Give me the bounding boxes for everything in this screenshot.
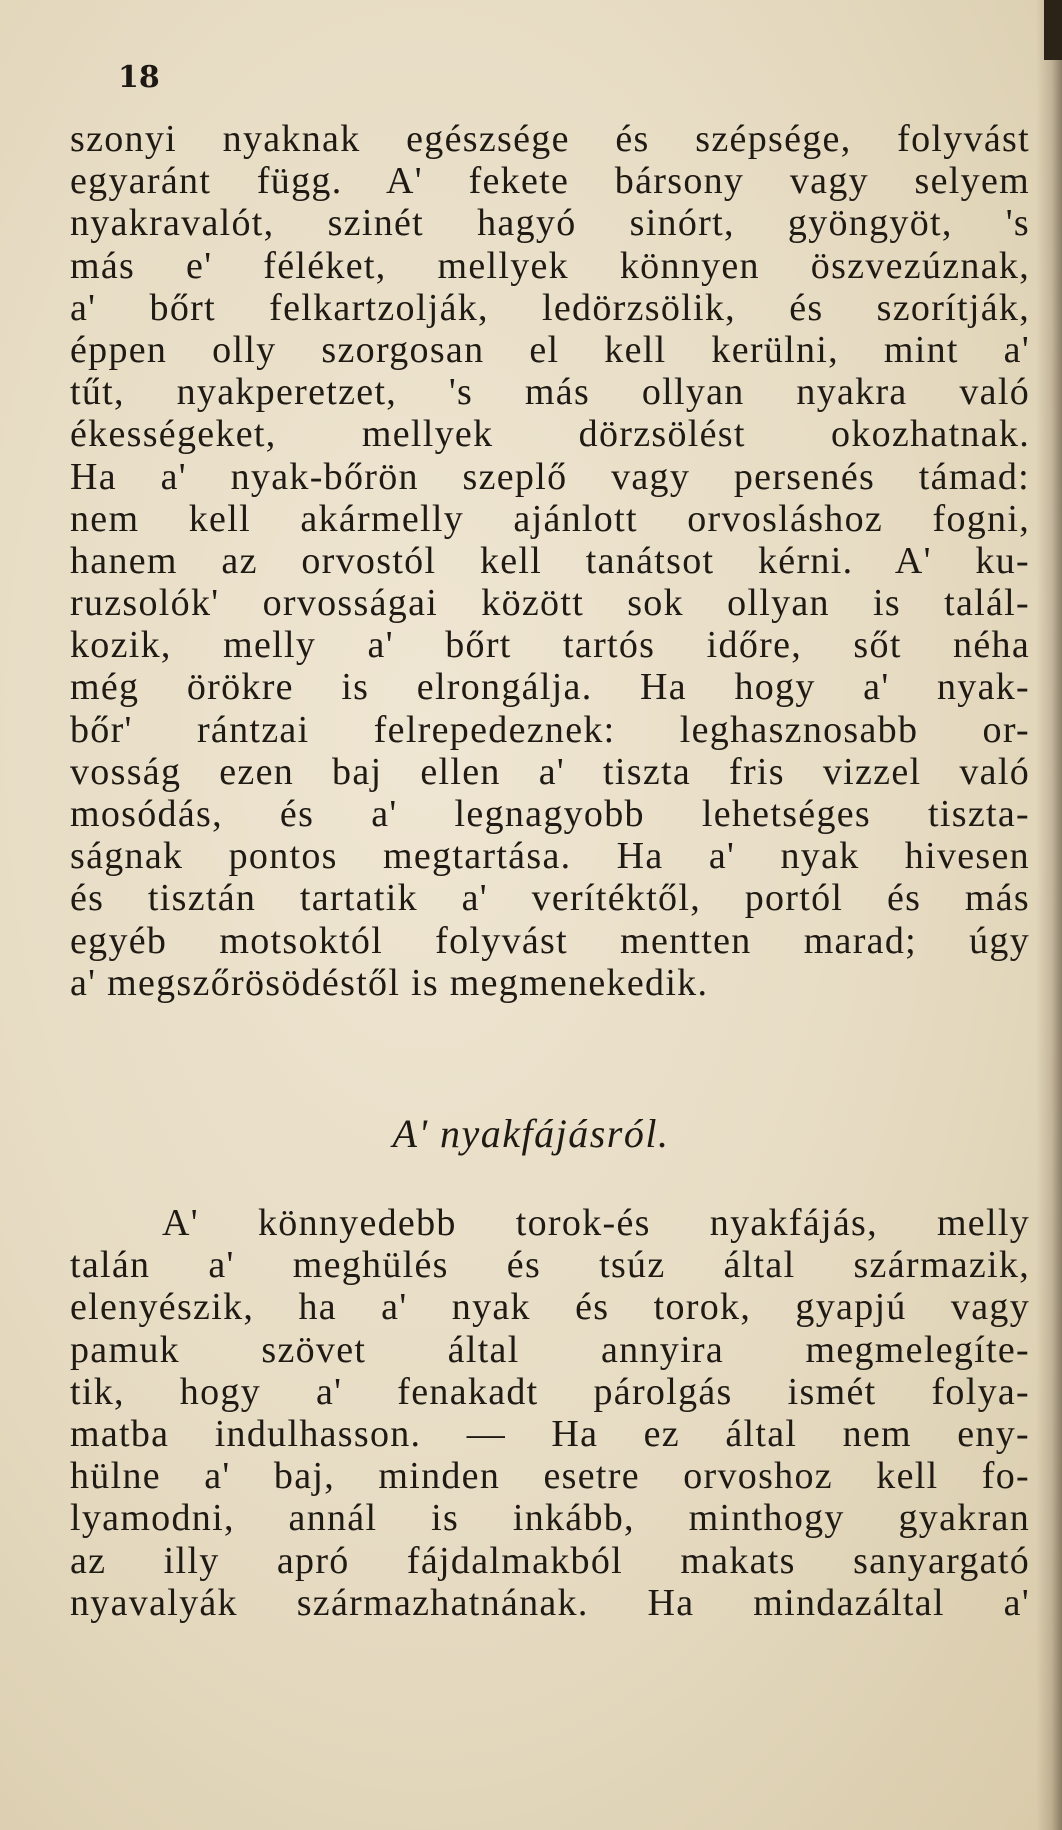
text-line: vosság ezen baj ellen a' tiszta fris vizzel való: [70, 750, 1030, 793]
text-line: ságnak pontos megtartása. Ha a' nyak hivesen: [70, 835, 1030, 878]
text-line: talán a' meghülés és tsúz által származik,: [70, 1244, 1030, 1287]
text-line: hülne a' baj, minden esetre orvoshoz kell fo-: [70, 1455, 1030, 1498]
text-line: ruzsolók' orvosságai között sok ollyan is talál-: [70, 582, 1030, 625]
text-line: A' könnyedebb torok-és nyakfájás, melly: [162, 1202, 1030, 1244]
text-line: még örökre is elrongálja. Ha hogy a' nyak-: [70, 666, 1030, 709]
page-number: 18: [118, 60, 160, 95]
text-line: kozik, melly a' bőrt tartós időre, sőt néha: [70, 624, 1030, 667]
text-line: elenyészik, ha a' nyak és torok, gyapjú vagy: [70, 1286, 1030, 1329]
text-line: a' megszőrösödéstől is megmenekedik.: [70, 961, 709, 1004]
text-line: nyavalyák származhatnának. Ha mindazáltal a': [70, 1581, 1030, 1624]
text-line: szonyi nyaknak egészsége és szépsége, folyvást: [70, 118, 1030, 160]
paragraph-nyakfajas: [70, 1202, 1030, 1624]
text-line: nyakravalót, szinét hagyó sinórt, gyöngyöt, 's: [70, 202, 1030, 245]
text-line: nem kell akármelly ajánlott orvosláshoz fogni,: [70, 497, 1030, 540]
text-line: tűt, nyakperetzet, 's más ollyan nyakra való: [70, 371, 1030, 414]
text-line: Ha a' nyak-bőrön szeplő vagy persenés támad:: [70, 455, 1030, 498]
text-line: és tisztán tartatik a' verítéktől, portól és más: [70, 877, 1030, 920]
text-line: lyamodni, annál is inkább, minthogy gyakran: [70, 1497, 1030, 1540]
text-line: hanem az orvostól kell tanátsot kérni. A' ku-: [70, 539, 1030, 582]
text-line: bőr' rántzai felrepedeznek: leghasznosabb or-: [70, 708, 1030, 751]
text-line: mosódás, és a' legnagyobb lehetséges tiszta-: [70, 793, 1030, 835]
text-line: az illy apró fájdalmakból makats sanyargató: [70, 1539, 1030, 1582]
paragraph-continued: [70, 118, 1030, 1004]
section-heading: A' nyakfájásról.: [392, 1111, 670, 1156]
text-line: egyéb motsoktól folyvást mentten marad; úgy: [70, 919, 1030, 962]
page-edge-shadow: [1036, 0, 1062, 1830]
text-line: pamuk szövet által annyira megmelegíte-: [70, 1328, 1030, 1371]
text-line: a' bőrt felkartzolják, ledörzsölik, és szorítják,: [70, 286, 1030, 329]
text-line: éppen olly szorgosan el kell kerülni, mint a': [70, 328, 1030, 371]
text-line: más e' féléket, mellyek könnyen öszvezúznak,: [70, 244, 1030, 287]
text-line: matba indulhasson. — Ha ez által nem eny-: [70, 1412, 1030, 1455]
text-line: tik, hogy a' fenakadt párolgás ismét folya-: [70, 1370, 1030, 1413]
page-corner-shadow: [1044, 0, 1062, 60]
text-line: egyaránt függ. A' fekete bársony vagy selyem: [70, 160, 1030, 203]
text-line: ékességeket, mellyek dörzsölést okozhatnak.: [70, 413, 1030, 456]
